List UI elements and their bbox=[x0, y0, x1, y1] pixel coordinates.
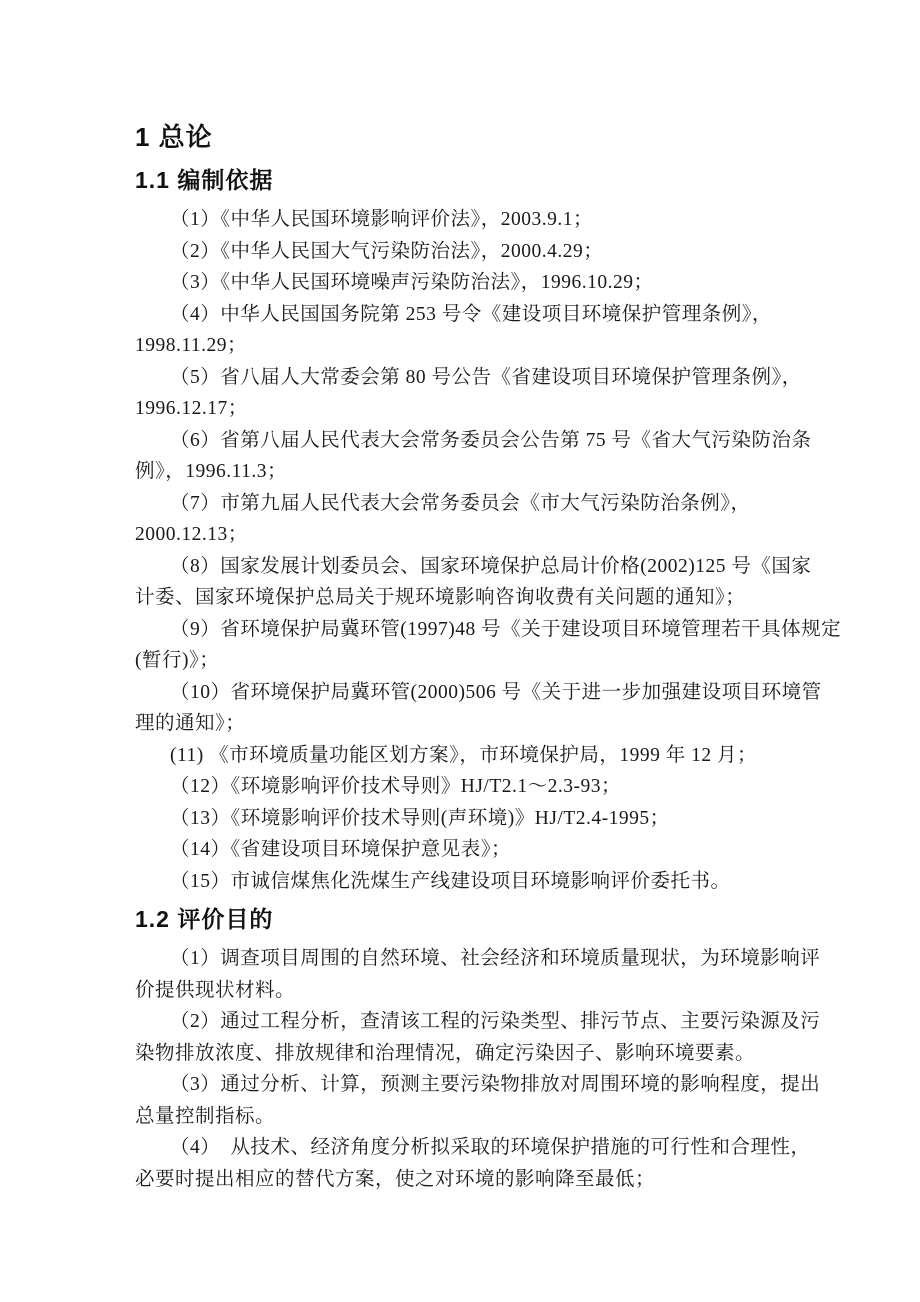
paragraph bbox=[135, 943, 821, 1006]
paragraph bbox=[135, 236, 795, 268]
text-line: 1998.11.29； bbox=[135, 335, 248, 356]
text-line: （2）通过工程分析，查清该工程的污染类型、排污节点、主要污染源及污 bbox=[170, 1011, 821, 1032]
text-line: （15）市诚信煤焦化洗煤生产线建设项目环境影响评价委托书。 bbox=[170, 870, 731, 892]
section-heading-1-1: 1.1 编制依据 bbox=[135, 167, 274, 193]
section-compilation-basis bbox=[135, 166, 842, 897]
text-line: （4） 从技术、经济角度分析拟采取的环境保护措施的可行性和合理性， bbox=[170, 1137, 811, 1158]
section-paragraphs-1-1 bbox=[135, 204, 842, 897]
text-line: 1996.12.17； bbox=[135, 398, 248, 419]
text-line: 必要时提出相应的替代方案，使之对环境的影响降至最低； bbox=[135, 1168, 656, 1190]
text-line: （9）省环境保护局冀环管(1997)48 号《关于建设项目环境管理若干具体规定 bbox=[170, 618, 842, 640]
section-evaluation-purpose bbox=[135, 905, 821, 1195]
paragraph bbox=[135, 1132, 811, 1195]
document-content bbox=[135, 122, 842, 1195]
text-line: （2）《中华人民国大气污染防治法》，2000.4.29； bbox=[170, 240, 604, 262]
text-line: （1）《中华人民国环境影响评价法》，2003.9.1； bbox=[170, 209, 594, 230]
paragraph bbox=[135, 488, 795, 551]
text-line: 价提供现状材料。 bbox=[135, 979, 296, 1001]
text-line: 2000.12.13； bbox=[135, 524, 248, 545]
text-line: (11) 《市环境质量功能区划方案》，市环境保护局，1999 年 12 月； bbox=[170, 744, 758, 766]
text-line: 计委、国家环境保护总局关于规环境影响咨询收费有关问题的通知》； bbox=[135, 587, 746, 608]
text-line: 例》，1996.11.3； bbox=[135, 461, 288, 482]
paragraph bbox=[135, 771, 795, 803]
text-line: 染物排放浓度、排放规律和治理情况，确定污染因子、影响环境要素。 bbox=[135, 1042, 756, 1064]
text-line: （6）省第八届人民代表大会常务委员会公告第 75 号《省大气污染防治条 bbox=[170, 429, 812, 451]
text-line: （8）国家发展计划委员会、国家环境保护总局计价格(2002)125 号《国家 bbox=[170, 555, 812, 577]
text-line: （10）省环境保护局冀环管(2000)506 号《关于进一步加强建设项目环境管 bbox=[170, 681, 822, 703]
text-line: (暂行)》； bbox=[135, 650, 220, 671]
paragraph bbox=[135, 425, 812, 488]
paragraph bbox=[135, 803, 795, 835]
paragraph bbox=[135, 551, 812, 614]
text-line: （13）《环境影响评价技术导则(声环境)》HJ/T2.4-1995； bbox=[170, 807, 670, 829]
paragraph bbox=[135, 362, 802, 425]
text-line: （3）通过分析、计算，预测主要污染物排放对周围环境的影响程度，提出 bbox=[170, 1074, 821, 1095]
text-line: （5）省八届人大常委会第 80 号公告《省建设项目环境保护管理条例》， bbox=[170, 366, 802, 388]
section-heading-1-2: 1.2 评价目的 bbox=[135, 906, 274, 932]
text-line: 总量控制指标。 bbox=[135, 1105, 276, 1127]
text-line: 理的通知》； bbox=[135, 713, 246, 734]
text-line: （7）市第九届人民代表大会常务委员会《市大气污染防治条例》， bbox=[170, 492, 751, 514]
paragraph bbox=[135, 677, 822, 740]
section-paragraphs-1-2 bbox=[135, 943, 821, 1195]
paragraph bbox=[135, 1069, 821, 1132]
paragraph bbox=[135, 614, 842, 677]
paragraph bbox=[135, 1006, 821, 1069]
text-line: （4）中华人民国国务院第 253 号令《建设项目环境保护管理条例》， bbox=[170, 303, 773, 325]
text-line: （1）调查项目周围的自然环境、社会经济和环境质量现状，为环境影响评 bbox=[170, 948, 821, 969]
text-line: （12）《环境影响评价技术导则》HJ/T2.1～2.3-93； bbox=[170, 776, 621, 797]
paragraph bbox=[135, 740, 795, 772]
text-line: （3）《中华人民国环境噪声污染防治法》，1996.10.29； bbox=[170, 272, 654, 293]
paragraph bbox=[135, 834, 795, 866]
text-line: （14）《省建设项目环境保护意见表》； bbox=[170, 839, 512, 860]
paragraph bbox=[135, 267, 795, 299]
paragraph bbox=[135, 204, 795, 236]
paragraph bbox=[135, 299, 795, 362]
chapter-heading: 1 总论 bbox=[135, 122, 213, 152]
paragraph bbox=[135, 866, 795, 898]
